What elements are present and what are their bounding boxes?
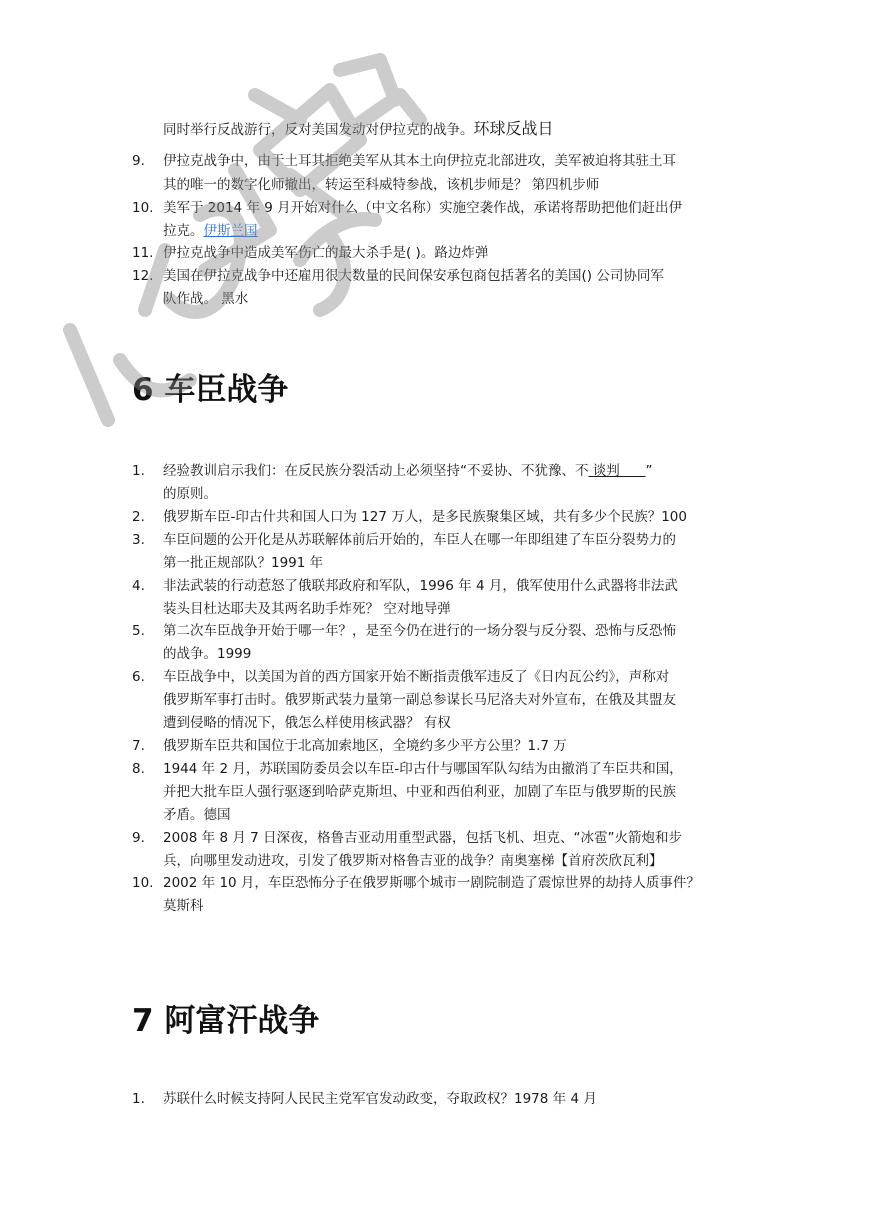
list-item-line: 的原则。 (163, 486, 217, 502)
list-item-number: 5. (132, 623, 145, 639)
list-item-line (163, 461, 653, 481)
list-item-number: 10. (132, 875, 154, 891)
section-heading: 6 车臣战争 (132, 372, 289, 408)
list-item-number: 10. (132, 200, 154, 216)
list-item-text: 经验教训启示我们：在反民族分裂活动上必须坚持“不妥协、不犹豫、不 (163, 463, 589, 479)
intro-answer: 环球反战日 (473, 119, 554, 138)
islamic-state-link[interactable]: 伊斯兰国 (203, 223, 258, 239)
list-item-line: 其的唯一的数字化师撤出，转运至科威特参战，该机步师是？ 第四机步师 (163, 177, 600, 193)
list-item-line: 俄罗斯军事打击时。俄罗斯武装力量第一副总参谋长马尼洛夫对外宣布，在俄及其盟友 (163, 692, 676, 708)
list-item-line: 伊拉克战争中，由于土耳其拒绝美军从其本土向伊拉克北部进攻，美军被迫将其驻土耳 (163, 153, 676, 169)
list-item-number: 1. (132, 1091, 145, 1107)
list-item-line: 美军于 2014 年 9 月开始对什么（中文名称）实施空袭作战，承诺将帮助把他们赶出伊 (163, 200, 683, 216)
list-item-number: 6. (132, 669, 145, 685)
list-item-line: 2002 年 10 月，车臣恐怖分子在俄罗斯哪个城市一剧院制造了震惊世界的劫持人质事件？ (163, 875, 700, 891)
list-item-number: 7. (132, 738, 145, 754)
intro-line (163, 119, 554, 140)
list-item-number: 1. (132, 463, 145, 479)
watermark-stroke (70, 330, 108, 420)
list-item-line: 莫斯科 (163, 898, 204, 914)
list-item-line: 1944 年 2 月，苏联国防委员会以车臣-印古什与哪国军队勾结为由撤消了车臣共和国， (163, 761, 683, 777)
list-item-line: 兵，向哪里发动进攻，引发了俄罗斯对格鲁吉亚的战争？南奥塞梯【首府茨欣瓦利】 (163, 853, 663, 869)
list-item-number: 3. (132, 532, 145, 548)
list-item-line: 伊拉克战争中造成美军伤亡的最大杀手是( )。路边炸弹 (163, 245, 489, 261)
list-item-line: 队作战。 黑水 (163, 291, 249, 307)
list-item-line: 矛盾。德国 (163, 807, 231, 823)
list-item-line: 俄罗斯车臣共和国位于北高加索地区，全境约多少平方公里？1.7 万 (163, 738, 567, 754)
intro-text: 同时举行反战游行，反对美国发动对伊拉克的战争。 (163, 122, 474, 138)
list-item-line: 的战争。1999 (163, 646, 252, 662)
watermark-stroke (255, 95, 300, 120)
list-item-number: 2. (132, 509, 145, 525)
list-item-number: 9. (132, 153, 145, 169)
list-item-number: 12. (132, 268, 154, 284)
list-item-line: 装头目杜达耶夫及其两名助手炸死？ 空对地导弹 (163, 601, 451, 617)
list-item-line: 并把大批车臣人强行驱逐到哈萨克斯坦、中亚和西伯利亚，加剧了车臣与俄罗斯的民族 (163, 784, 676, 800)
list-item-line: 车臣问题的公开化是从苏联解体前后开始的，车臣人在哪一年即组建了车臣分裂势力的 (163, 532, 676, 548)
list-item-line: 2008 年 8 月 7 日深夜，格鲁吉亚动用重型武器，包括飞机、坦克、“冰雹”火箭炮和步 (163, 830, 682, 846)
list-item-line: 车臣战争中，以美国为首的西方国家开始不断指责俄军违反了《日内瓦公约》，声称对 (163, 669, 670, 685)
watermark-stroke (340, 60, 395, 100)
list-item-line: 美国在伊拉克战争中还雇用很大数量的民间保安承包商包括著名的美国() 公司协同军 (163, 268, 664, 284)
list-item-line: 非法武装的行动惹怒了俄联邦政府和军队，1996 年 4 月，俄军使用什么武器将非法武 (163, 578, 678, 594)
list-item-line: 遭到侵略的情况下，俄怎么样使用核武器？ 有权 (163, 715, 451, 731)
list-item-text: 拉克。 (163, 223, 204, 239)
list-item-number: 11. (132, 245, 154, 261)
list-item-number: 9. (132, 830, 145, 846)
list-item-line (163, 221, 258, 241)
close-quote: ” (645, 463, 653, 479)
section-heading: 7 阿富汗战争 (132, 1003, 320, 1039)
blank-answer: 谈判 (588, 463, 646, 479)
list-item-line: 苏联什么时候支持阿人民民主党军官发动政变，夺取政权？1978 年 4 月 (163, 1091, 597, 1107)
list-item-number: 8. (132, 761, 145, 777)
list-item-line: 俄罗斯车臣-印古什共和国人口为 127 万人，是多民族聚集区域，共有多少个民族？100 (163, 509, 687, 525)
list-item-line: 第一批正规部队？1991 年 (163, 555, 324, 571)
list-item-line: 第二次车臣战争开始于哪一年？，是至今仍在进行的一场分裂与反分裂、恐怖与反恐怖 (163, 623, 676, 639)
list-item-number: 4. (132, 578, 145, 594)
